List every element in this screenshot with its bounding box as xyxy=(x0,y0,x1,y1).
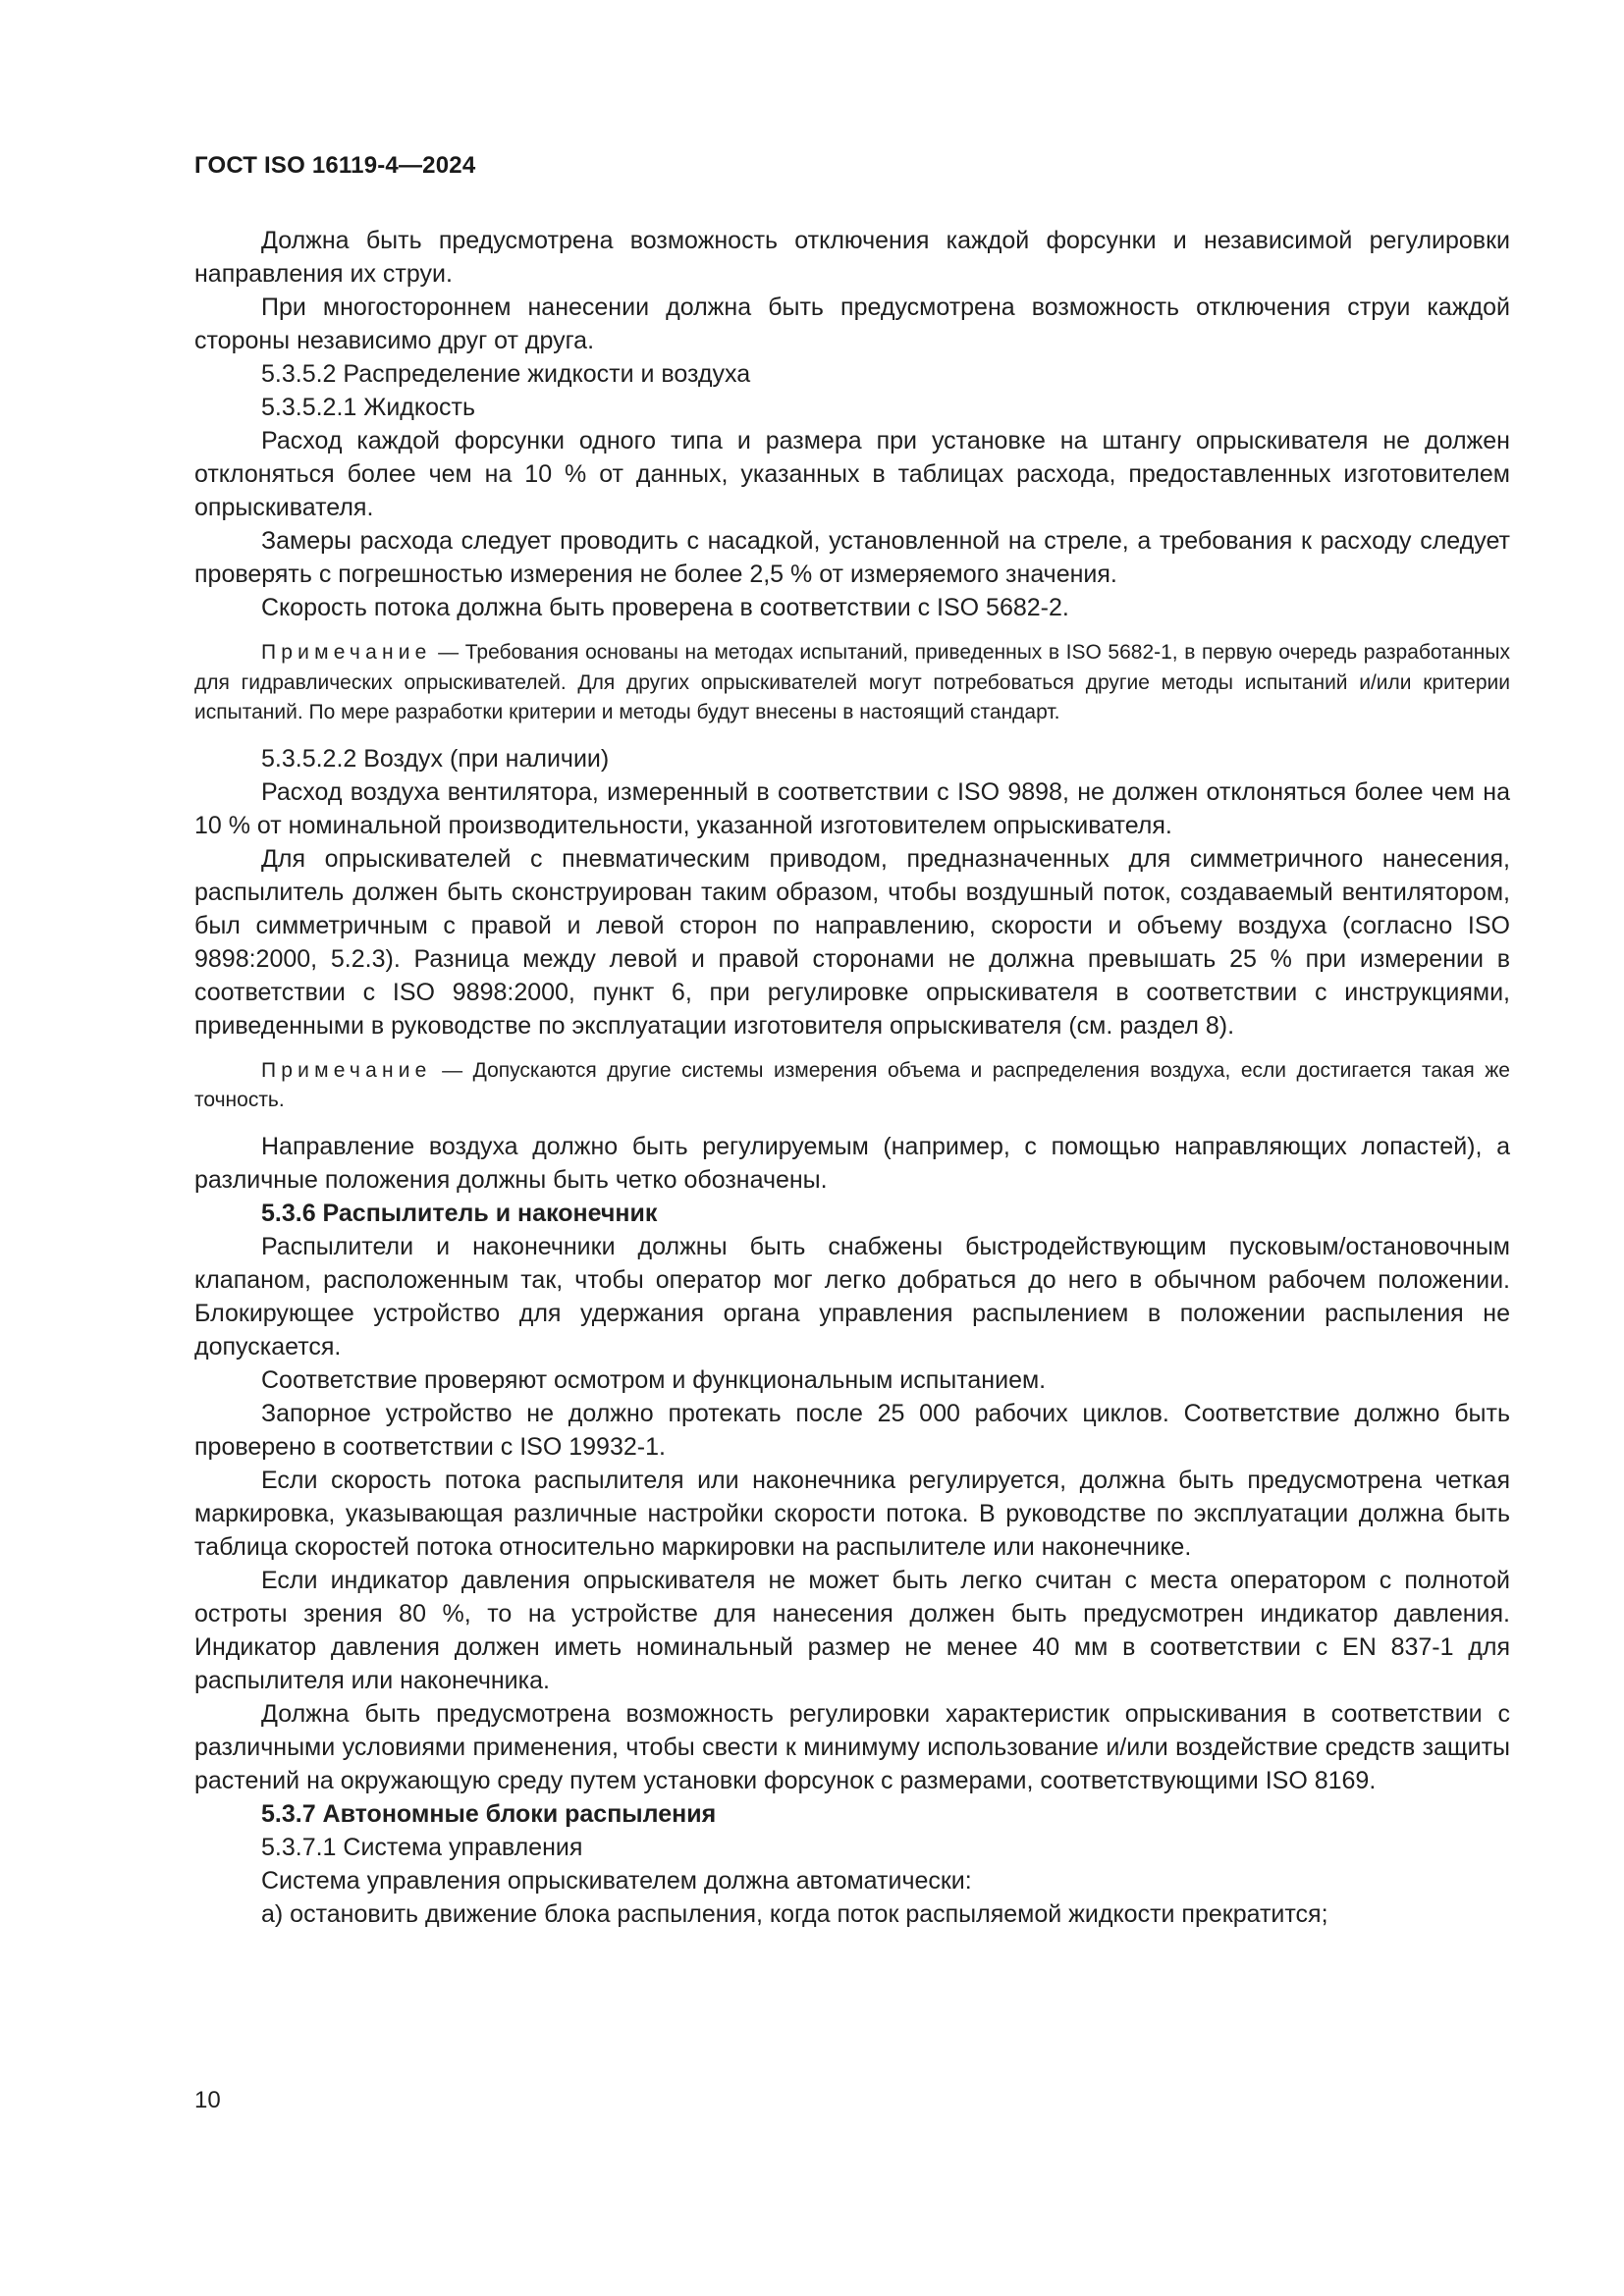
paragraph: Распылители и наконечники должны быть снабжены быстродействующим пусковым/остановочным клапаном, расположенным так, чтобы оператор мог легко добраться до него в обычном рабочем положении. Блокирующее устройство для удержания органа управления распылением в положении распыления не допускается. xyxy=(194,1232,1510,1361)
paragraph: При многостороннем нанесении должна быть предусмотрена возможность отключения струи каждой стороны независимо друг от друга. xyxy=(194,294,1510,354)
paragraph: Система управления опрыскивателем должна автоматически: xyxy=(261,1866,972,1895)
paragraph: Если скорость потока распылителя или наконечника регулируется, должна быть предусмотрена четкая маркировка, указывающая различные настройки скорости потока. В руководстве по эксплуатации должна быть таблица скоростей потока относительно маркировки на распылителе или наконечнике. xyxy=(194,1466,1510,1561)
paragraph: Запорное устройство не должно протекать после 25 000 рабочих циклов. Соответствие должно быть проверено в соответствии с ISO 19932-1. xyxy=(194,1399,1510,1461)
paragraph: Должна быть предусмотрена возможность отключения каждой форсунки и независимой регулировки направления их струи. xyxy=(194,227,1510,288)
note-label: Примечание xyxy=(261,1058,432,1082)
section-heading-5-3-7: 5.3.7 Автономные блоки распыления xyxy=(261,1799,717,1828)
paragraph: Для опрыскивателей с пневматическим приводом, предназначенных для симметричного нанесения, распылитель должен быть сконструирован таким образом, чтобы воздушный поток, создаваемый вентилятором, был симметричным с правой и левой сторон по направлению, скорости и объему воздуха (согласно ISO 9898:2000, 5.2.3). Разница между левой и правой сторонами не должна превышать 25 % при измерении в соответствии с ISO 9898:2000, пункт 6, при регулировке опрыскивателя в соответствии с инструкциями, приведенными в руководстве по эксплуатации изготовителя опрыскивателя (см. раздел 8). xyxy=(194,844,1510,1040)
subsection-heading-5-3-5-2: 5.3.5.2 Распределение жидкости и воздуха xyxy=(261,360,751,388)
note-text: — Требования основаны на методах испытаний, приведенных в ISO 5682-1, в первую очередь разработанных для гидравлических опрыскивателей. Для других опрыскивателей могут потребоваться другие методы испытаний и/или критерии испытаний. По мере разработки критерии и методы будут внесены в настоящий стандарт. xyxy=(194,641,1510,723)
note-2 xyxy=(194,1056,1510,1116)
paragraph: Должна быть предусмотрена возможность регулировки характеристик опрыскивания в соответствии с различными условиями применения, чтобы свести к минимуму использование и/или воздействие средств защиты растений на окружающую среду путем установки форсунок с размерами, соответствующими ISO 8169. xyxy=(194,1699,1510,1794)
section-heading-5-3-6: 5.3.6 Распылитель и наконечник xyxy=(261,1199,658,1227)
page-number: 10 xyxy=(194,2087,221,2113)
paragraph: Направление воздуха должно быть регулируемым (например, с помощью направляющих лопастей), а различные положения должны быть четко обозначены. xyxy=(194,1132,1510,1194)
paragraph: Соответствие проверяют осмотром и функциональным испытанием. xyxy=(261,1365,1047,1394)
paragraph: Скорость потока должна быть проверена в соответствии с ISO 5682-2. xyxy=(261,594,1069,621)
subsection-heading-5-3-5-2-2: 5.3.5.2.2 Воздух (при наличии) xyxy=(261,744,610,773)
paragraph: Если индикатор давления опрыскивателя не может быть легко считан с места оператором с полнотой остроты зрения 80 %, то на устройстве для нанесения должен быть предусмотрен индикатор давления. Индикатор давления должен иметь номинальный размер не менее 40 мм в соответствии с EN 837-1 для распылителя или наконечника. xyxy=(194,1566,1510,1694)
note-text: — Допускаются другие системы измерения объема и распределения воздуха, если достигается такая же точность. xyxy=(194,1058,1510,1111)
subsection-heading-5-3-5-2-1: 5.3.5.2.1 Жидкость xyxy=(261,394,475,421)
list-item-a: а) остановить движение блока распыления, когда поток распыляемой жидкости прекратится; xyxy=(261,1899,1328,1928)
paragraph: Расход каждой форсунки одного типа и размера при установке на штангу опрыскивателя не должен отклоняться более чем на 10 % от данных, указанных в таблицах расхода, предоставленных изготовителем опрыскивателя. xyxy=(194,427,1510,521)
note-label: Примечание xyxy=(261,641,432,664)
subsection-heading-5-3-7-1: 5.3.7.1 Система управления xyxy=(261,1833,583,1861)
document-body xyxy=(194,224,1510,1931)
document-header: ГОСТ ISO 16119-4—2024 xyxy=(194,152,476,179)
note-1 xyxy=(194,638,1510,728)
paragraph: Замеры расхода следует проводить с насадкой, установленной на стреле, а требования к расходу следует проверять с погрешностью измерения не более 2,5 % от измеряемого значения. xyxy=(194,527,1510,588)
paragraph: Расход воздуха вентилятора, измеренный в соответствии с ISO 9898, не должен отклоняться более чем на 10 % от номинальной производительности, указанной изготовителем опрыскивателя. xyxy=(194,777,1510,839)
